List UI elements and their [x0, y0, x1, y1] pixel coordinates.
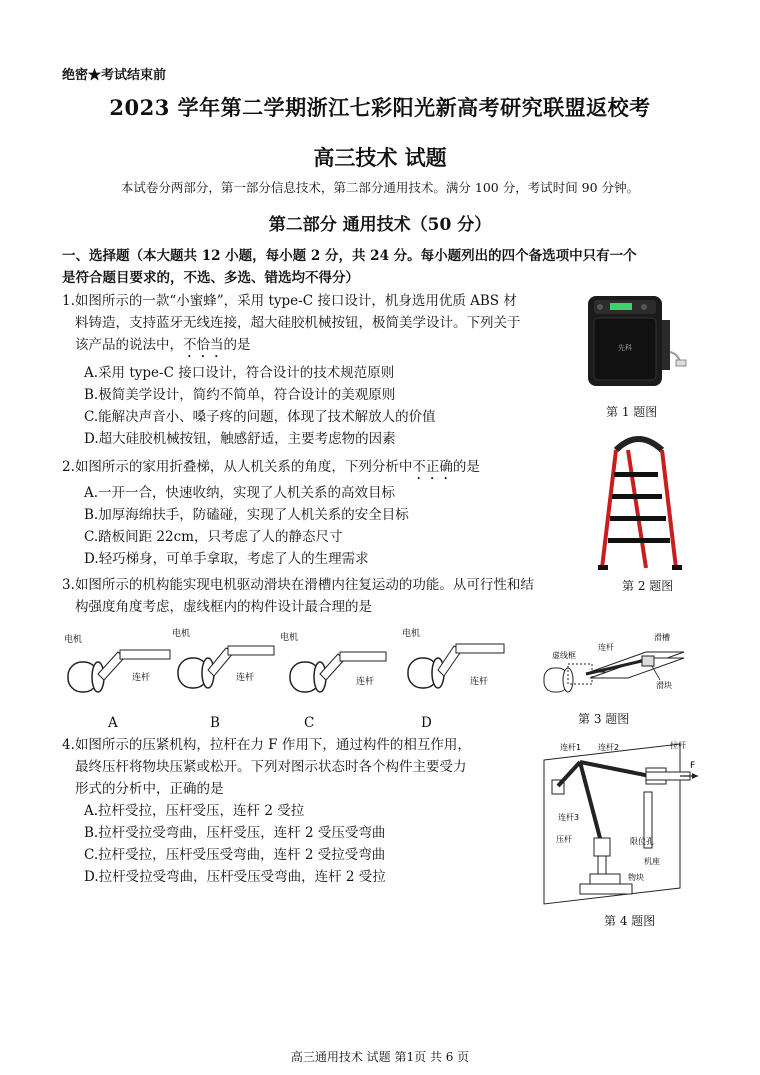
- rod-label: 连杆: [236, 673, 255, 683]
- section-heading-line2: 是符合题目要求的，不选、多选、错选均不得分）: [62, 270, 359, 286]
- ladder-back-rail: [662, 450, 676, 568]
- rod3-label: 连杆3: [558, 813, 580, 822]
- q4-line1: 4.如图所示的压紧机构，拉杆在力 F 作用下，通过构件的相互作用，: [62, 737, 471, 753]
- force-label: F: [690, 761, 696, 771]
- speaker-button-icon: [597, 304, 603, 310]
- pull-rod-label: 拉杆: [670, 741, 686, 750]
- question-1-options: [84, 362, 564, 450]
- press-rod-stem: [598, 856, 606, 874]
- q3-choice-b[interactable]: B: [210, 715, 220, 731]
- slot-label: 滑槽: [654, 633, 670, 642]
- slider-icon: [642, 656, 654, 666]
- q3-options-figure: [58, 628, 528, 708]
- q3-figure-c: [280, 631, 386, 692]
- part-heading: 第二部分 通用技术（50 分）: [268, 215, 492, 235]
- q3-figure-a: [64, 633, 170, 692]
- q2-option-d[interactable]: D.轻巧梯身，可单手拿取，考虑了人的生理需求: [84, 551, 369, 567]
- q3-figure-d: [402, 628, 504, 688]
- dashed-box-label: 虚线框: [552, 651, 576, 660]
- base-label: 机座: [644, 857, 660, 866]
- rod-icon: [120, 650, 170, 659]
- q4-line3: 形式的分析中，正确的是: [75, 781, 224, 797]
- q3-choice-c[interactable]: C: [304, 715, 315, 731]
- limit-hole-label: 限位孔: [630, 837, 654, 846]
- q1-caption: 第 1 题图: [606, 405, 658, 419]
- exam-subtitle: 高三技术 试题: [313, 145, 447, 170]
- q1-line1: 1.如图所示的一款“小蜜蜂”，采用 type-C 接口设计，机身选用优质 ABS 材: [62, 293, 517, 309]
- q4-option-d[interactable]: D.拉杆受拉受弯曲，压杆受压受弯曲，连杆 2 受拉: [84, 869, 386, 885]
- rod-label: 连杆: [470, 677, 489, 687]
- q4-line2: 最终压杆将物块压紧或松开。下列对图示状态时各个构件主要受力: [75, 759, 467, 775]
- question-4-stem: [62, 734, 532, 800]
- rod-icon: [340, 652, 386, 661]
- q1-emphasis: 不恰当: [183, 337, 224, 353]
- q3-line2: 构强度角度考虑，虚线框内的构件设计最合理的是: [75, 599, 372, 615]
- rod-icon: [456, 644, 504, 653]
- question-4-options: [84, 800, 544, 888]
- exam-intro: 本试卷分两部分，第一部分信息技术，第二部分通用技术。满分 100 分，考试时间 90 分钟。: [120, 180, 640, 195]
- slider-label: 滑块: [656, 681, 672, 690]
- q3-mechanism-figure: [528, 628, 698, 704]
- speaker-button-icon: [641, 304, 647, 310]
- q1-option-d[interactable]: D.超大硅胶机械按钮，触感舒适，主要考虑物的因素: [84, 431, 396, 447]
- q1-line2: 料铸造，支持蓝牙无线连接，超大硅胶机械按钮，极简美学设计。下列关于: [75, 315, 521, 331]
- platform-icon: [580, 884, 632, 894]
- q3-choice-a[interactable]: A: [108, 715, 118, 731]
- block-label: 物块: [628, 873, 644, 882]
- q2-stem-post: 的是: [452, 459, 480, 475]
- q3-choice-d[interactable]: D: [421, 715, 432, 731]
- force-arrowhead-icon: [692, 773, 698, 779]
- connecting-rod-label: 连杆: [598, 643, 614, 652]
- press-rod-icon: [594, 838, 610, 856]
- q4-clamp-figure: [540, 738, 700, 910]
- press-rod-label: 压杆: [556, 835, 572, 844]
- block-icon: [590, 874, 620, 884]
- question-3-stem: [62, 574, 622, 618]
- ladder-front-rail: [628, 450, 646, 568]
- motor-label: 电机: [280, 633, 299, 643]
- ladder-step: [610, 516, 666, 521]
- question-1-stem: [62, 290, 582, 361]
- q4-option-b[interactable]: B.拉杆受拉受弯曲，压杆受压，连杆 2 受压受弯曲: [84, 825, 386, 841]
- ladder-figure: [588, 432, 698, 572]
- question-2-stem: [62, 456, 582, 483]
- section-heading: [62, 245, 702, 289]
- rod-label: 连杆: [356, 677, 375, 687]
- ladder-foot: [598, 565, 608, 570]
- q3-line1: 3.如图所示的机构能实现电机驱动滑块在滑槽内往复运动的功能。从可行性和结: [62, 577, 534, 593]
- q2-option-a[interactable]: A.一开一合，快速收纳，实现了人机关系的高效目标: [84, 485, 396, 501]
- q2-caption: 第 2 题图: [622, 579, 674, 593]
- ladder-front-rail: [602, 450, 616, 568]
- speaker-display: [610, 303, 632, 310]
- q1-option-c[interactable]: C.能解决声音小、嗓子疼的问题，体现了技术解放人的价值: [84, 409, 436, 425]
- motor-label: 电机: [64, 635, 83, 645]
- speaker-brand-label: 先科: [618, 344, 632, 352]
- speaker-side: [662, 320, 670, 370]
- q4-option-c[interactable]: C.拉杆受拉，压杆受压受弯曲，连杆 2 受拉受弯曲: [84, 847, 386, 863]
- ladder-step: [614, 472, 658, 477]
- q1-option-b[interactable]: B.极简美学设计，简约不简单，符合设计的美观原则: [84, 387, 396, 403]
- q2-option-c[interactable]: C.踏板间距 22cm，只考虑了人的静态尺寸: [84, 529, 343, 545]
- exam-title: 2023 学年第二学期浙江七彩阳光新高考研究联盟返校考: [109, 95, 651, 120]
- rod2-label: 连杆2: [598, 743, 620, 752]
- type-c-plug-icon: [676, 360, 686, 366]
- q1-option-a[interactable]: A.采用 type-C 接口设计，符合设计的技术规范原则: [84, 365, 395, 381]
- q1-line3-pre: 该产品的说法中，: [75, 337, 183, 353]
- motor-label: 电机: [172, 629, 191, 639]
- q1-line3-post: 的是: [223, 337, 251, 353]
- q2-stem-pre: 2.如图所示的家用折叠梯，从人机关系的角度，下列分析中: [62, 459, 413, 475]
- q2-emphasis: 不正确: [412, 459, 453, 475]
- question-2-options: [84, 482, 564, 570]
- q4-caption: 第 4 题图: [604, 914, 656, 928]
- ladder-handrail: [616, 439, 662, 450]
- page-footer: 高三通用技术 试题 第1页 共 6 页: [290, 1050, 470, 1064]
- section-heading-line1: 一、选择题（本大题共 12 小题，每小题 2 分，共 24 分。每小题列出的四个备选项中只有一个: [62, 248, 637, 264]
- q3-figure-b: [172, 628, 274, 688]
- motor-label: 电机: [402, 629, 421, 639]
- q2-option-b[interactable]: B.加厚海绵扶手，防磕碰，实现了人机关系的安全目标: [84, 507, 409, 523]
- ladder-step: [608, 538, 670, 543]
- speaker-figure: [580, 290, 690, 395]
- rod-label: 连杆: [132, 673, 151, 683]
- q4-option-a[interactable]: A.拉杆受拉，压杆受压，连杆 2 受拉: [84, 803, 305, 819]
- secret-label: 绝密★考试结束前: [62, 68, 167, 83]
- rod-icon: [228, 646, 274, 655]
- ladder-foot: [672, 565, 682, 570]
- q1-line3: [62, 334, 582, 361]
- rod1-label: 连杆1: [560, 743, 582, 752]
- q3-caption: 第 3 题图: [578, 712, 630, 726]
- ladder-step: [612, 494, 662, 499]
